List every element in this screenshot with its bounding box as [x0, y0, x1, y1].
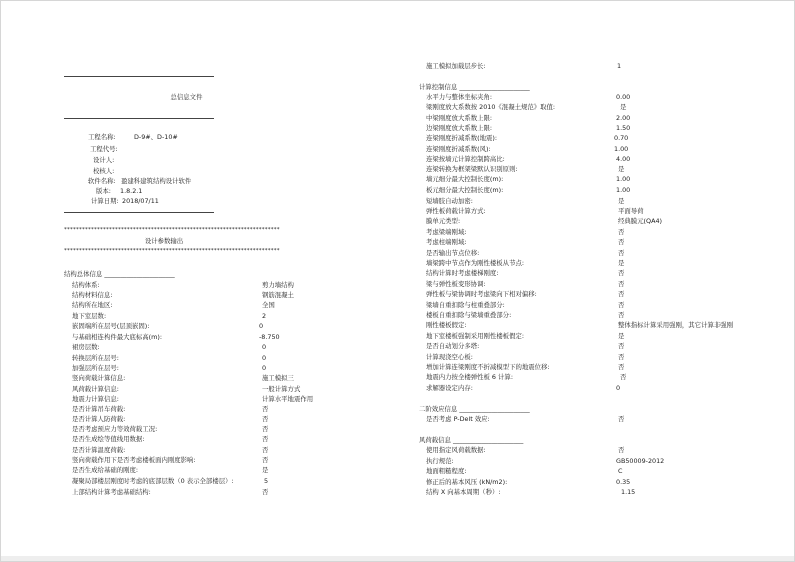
wind-load-heading: 风荷载信息 ______________________	[419, 436, 524, 444]
row-value: 否	[620, 373, 627, 381]
table-row	[426, 135, 766, 143]
row-value: 是	[618, 165, 625, 173]
row-label: 是否生成给基础的刚度:	[72, 466, 139, 474]
row-label: 是否计算人防荷载:	[72, 415, 126, 423]
table-row	[72, 313, 312, 321]
table-row	[72, 282, 312, 290]
table-row	[72, 406, 312, 414]
row-label: 是否计算吊车荷载:	[72, 405, 126, 413]
table-row	[72, 355, 312, 363]
table-row	[426, 364, 766, 372]
row-label: 结构所在地区:	[72, 301, 113, 309]
table-row	[426, 312, 766, 320]
field-label: 工程名称:	[88, 133, 116, 141]
header-field	[96, 188, 296, 196]
field-value: 盈建科建筑结构设计软件	[121, 177, 192, 185]
row-label: 嵌固端所在层号(层顶嵌固):	[72, 322, 150, 330]
table-row	[72, 426, 312, 434]
table-row	[72, 436, 312, 444]
row-label: 施工模拟加载层步长:	[426, 62, 486, 70]
table-row	[426, 343, 766, 351]
divider-rule	[64, 118, 214, 119]
field-label: 工程代号:	[90, 145, 118, 153]
table-row	[72, 365, 312, 373]
table-row	[426, 166, 766, 174]
table-row	[72, 323, 312, 331]
table-row	[426, 302, 766, 310]
divider-rule	[64, 212, 214, 213]
field-value: 1.8.2.1	[120, 187, 143, 195]
row-value: 否	[618, 228, 625, 236]
row-value: 0	[262, 343, 267, 351]
table-row	[72, 489, 312, 497]
table-row	[426, 416, 766, 424]
row-value: 2	[262, 312, 267, 320]
row-value: 否	[618, 301, 625, 309]
row-value: 否	[262, 488, 269, 496]
row-value: 整体指标计算采用强刚，其它计算非强刚	[618, 321, 734, 329]
row-label: 弹性板荷载计算方式:	[426, 207, 486, 215]
row-value: 否	[618, 290, 625, 298]
table-row	[426, 270, 766, 278]
row-label: 结构计算时考虑楼梯刚度:	[426, 269, 499, 277]
row-label: 连梁按墙元计算控制跨高比:	[426, 155, 505, 163]
row-value: 1.00	[614, 145, 629, 153]
row-label: 地面粗糙程度:	[426, 467, 467, 475]
table-row	[72, 302, 312, 310]
row-value: 是	[620, 103, 627, 111]
table-row	[426, 374, 766, 382]
row-label: 修正后的基本风压 (kN/m2):	[426, 478, 508, 486]
row-value: 否	[618, 363, 625, 371]
section-title: 设计参数输出	[144, 237, 184, 245]
row-label: 边梁刚度放大系数上限:	[426, 124, 493, 132]
table-row	[426, 468, 766, 476]
table-row	[72, 478, 312, 486]
table-row	[426, 489, 766, 497]
row-label: 连梁转换为框架梁默认识别原则:	[426, 165, 518, 173]
row-value: 一般计算方式	[262, 385, 301, 393]
table-row	[72, 447, 312, 455]
row-label: 地震力计算信息:	[72, 395, 119, 403]
header-field	[88, 178, 288, 186]
row-value: 否	[618, 269, 625, 277]
row-value: 否	[618, 311, 625, 319]
row-label: 连梁刚度折减系数(风):	[426, 145, 491, 153]
row-value: 是	[618, 332, 625, 340]
row-label: 地下室层数:	[72, 312, 107, 320]
row-value: 0	[262, 354, 267, 362]
row-label: 刚性楼板假定:	[426, 321, 467, 329]
table-row	[426, 479, 766, 487]
table-row	[426, 354, 766, 362]
second-order-heading: 二阶效应信息 ______________________	[419, 405, 530, 413]
row-label: 连梁刚度折减系数(地震):	[426, 134, 498, 142]
row-label: 增加计算连梁刚度不折减模型下的地震位移:	[426, 363, 550, 371]
row-label: 加强层所在层号:	[72, 364, 119, 372]
field-label: 版本:	[96, 187, 111, 195]
general-info-heading: 结构总体信息 ______________________	[64, 270, 175, 278]
row-label: 是否输出节点位移:	[426, 249, 480, 257]
row-value: 是	[618, 259, 625, 267]
divider-rule	[64, 76, 214, 77]
row-label: 执行规范:	[426, 457, 454, 465]
row-value: 是	[262, 466, 269, 474]
row-label: 竖向荷载作用下是否考虑楼板面内刚度影响:	[72, 456, 196, 464]
table-row	[426, 198, 766, 206]
row-value: 否	[262, 446, 269, 454]
table-row	[72, 334, 312, 342]
row-value: 4.00	[616, 155, 631, 163]
row-label: 是否计算温度荷载:	[72, 446, 126, 454]
field-label: 设计人:	[93, 156, 115, 164]
row-label: 结构 X 向基本周期（秒）:	[426, 488, 501, 496]
row-value: 1.50	[616, 124, 631, 132]
table-row	[426, 281, 766, 289]
header-field	[88, 134, 288, 142]
row-label: 结构体系:	[72, 281, 100, 289]
row-label: 是否考虑 P-Delt 效应:	[426, 415, 490, 423]
row-value: 否	[618, 415, 625, 423]
table-row	[426, 322, 771, 330]
table-row	[426, 115, 766, 123]
row-label: 中梁刚度放大系数上限:	[426, 114, 493, 122]
row-label: 求解器设定内存:	[426, 384, 473, 392]
table-row	[72, 375, 312, 383]
row-value: 施工模拟三	[262, 374, 294, 382]
row-label: 竖向荷载计算信息:	[72, 374, 126, 382]
row-value: 全国	[262, 301, 275, 309]
row-value: 剪力墙结构	[262, 281, 294, 289]
row-label: 上部结构计算考虑基础结构:	[72, 488, 151, 496]
table-row	[426, 63, 636, 71]
row-label: 考虑柱端刚域:	[426, 238, 467, 246]
table-row	[72, 344, 312, 352]
row-label: 风荷载计算信息:	[72, 385, 119, 393]
row-value: -8.750	[259, 333, 280, 341]
row-label: 使用指定风荷载数据:	[426, 446, 486, 454]
row-label: 结构材料信息:	[72, 291, 113, 299]
row-value: 是	[618, 197, 625, 205]
row-label: 与基础相连构件最大底标高(m):	[72, 333, 163, 341]
row-label: 板元细分最大控制长度(m):	[426, 186, 504, 194]
header-field	[91, 198, 291, 206]
table-row	[72, 467, 312, 475]
row-value: 否	[618, 249, 625, 257]
table-row	[72, 386, 312, 394]
row-value: 1.15	[621, 488, 636, 496]
row-label: 是否生成绘等值线用数据:	[72, 435, 145, 443]
table-row	[426, 176, 766, 184]
table-row	[426, 229, 766, 237]
row-label: 是否考虑预应力等效荷载工况:	[72, 425, 158, 433]
field-label: 计算日期:	[91, 197, 119, 205]
document-title: 总信息文件	[170, 93, 203, 101]
field-value: D-9#、D-10#	[134, 133, 178, 141]
row-value: 否	[262, 435, 269, 443]
row-value: 否	[618, 446, 625, 454]
table-row	[72, 292, 312, 300]
table-row	[426, 250, 766, 258]
table-row	[426, 239, 766, 247]
row-label: 裙房层数:	[72, 343, 100, 351]
header-field	[90, 146, 290, 154]
row-label: 凝聚局部楼层刚度时考虑的底部层数（0 表示全部楼层）:	[72, 477, 234, 485]
field-value: 2018/07/11	[122, 197, 159, 205]
row-value: 1.00	[616, 186, 631, 194]
table-row	[426, 260, 766, 268]
row-label: 梁与弹性板变形协调:	[426, 280, 486, 288]
row-value: 否	[618, 342, 625, 350]
row-label: 弹性板与梁协调时考虑梁向下相对偏移:	[426, 290, 537, 298]
row-label: 转换层所在层号:	[72, 354, 119, 362]
row-label: 墙梁跨中节点作为刚性楼板从节点:	[426, 259, 525, 267]
table-row	[426, 385, 766, 393]
row-label: 地下室楼板强制采用刚性楼板假定:	[426, 332, 525, 340]
row-value: 否	[262, 456, 269, 464]
row-value: 钢筋混凝土	[262, 291, 294, 299]
row-value: 1	[617, 62, 622, 70]
table-row	[426, 333, 766, 341]
row-label: 楼板自重扣除与梁墙重叠部分:	[426, 311, 512, 319]
field-label: 软件名称:	[88, 177, 116, 185]
table-row	[72, 396, 312, 404]
row-value: 2.00	[616, 114, 631, 122]
table-row	[426, 447, 766, 455]
header-field	[93, 157, 293, 165]
row-value: 否	[262, 415, 269, 423]
field-label: 校核人:	[93, 167, 115, 175]
row-value: 否	[618, 280, 625, 288]
row-label: 膜单元类型:	[426, 217, 461, 225]
row-label: 梁刚度放大系数按 2010《混凝土规范》取值:	[426, 103, 556, 111]
row-value: 0	[259, 322, 264, 330]
row-label: 计算现浇空心板:	[426, 353, 473, 361]
table-row	[426, 146, 766, 154]
table-row	[72, 457, 312, 465]
table-row	[426, 458, 766, 466]
table-row	[426, 94, 766, 102]
row-value: 经典膜元(QA4)	[618, 217, 663, 225]
table-row	[426, 125, 766, 133]
asterisk-rule: ************************************************************************	[64, 248, 280, 254]
table-row	[72, 416, 312, 424]
table-row	[426, 104, 766, 112]
row-value: 0.00	[616, 93, 631, 101]
row-label: 梁墙自重扣除与柱重叠部分:	[426, 301, 505, 309]
table-row	[426, 218, 766, 226]
row-value: 0	[616, 384, 621, 392]
table-row	[426, 291, 766, 299]
row-value: 计算水平地震作用	[262, 395, 314, 403]
row-label: 短墙肢自动加密:	[426, 197, 473, 205]
row-value: C	[618, 467, 623, 475]
row-value: 否	[618, 353, 625, 361]
table-row	[426, 156, 766, 164]
header-field	[93, 168, 293, 176]
row-label: 水平力与整体坐标夹角:	[426, 93, 493, 101]
row-value: 否	[262, 405, 269, 413]
row-value: 0.70	[614, 134, 629, 142]
asterisk-rule: ************************************************************************	[64, 227, 280, 233]
row-value: 否	[262, 425, 269, 433]
row-label: 墙元细分最大控制长度(m):	[426, 175, 504, 183]
table-row	[426, 187, 766, 195]
row-value: GB50009-2012	[616, 457, 665, 465]
calc-control-heading: 计算控制信息 ______________________	[419, 83, 530, 91]
row-label: 地震内力按全楼弹性板 6 计算:	[426, 373, 513, 381]
row-value: 1.00	[616, 175, 631, 183]
row-value: 0.35	[616, 478, 631, 486]
row-label: 是否自动划分多塔:	[426, 342, 480, 350]
row-value: 5	[264, 477, 269, 485]
table-row	[426, 208, 766, 216]
row-value: 否	[618, 238, 625, 246]
row-value: 平面导荷	[618, 207, 644, 215]
row-label: 考虑梁端刚域:	[426, 228, 467, 236]
row-value: 0	[262, 364, 267, 372]
